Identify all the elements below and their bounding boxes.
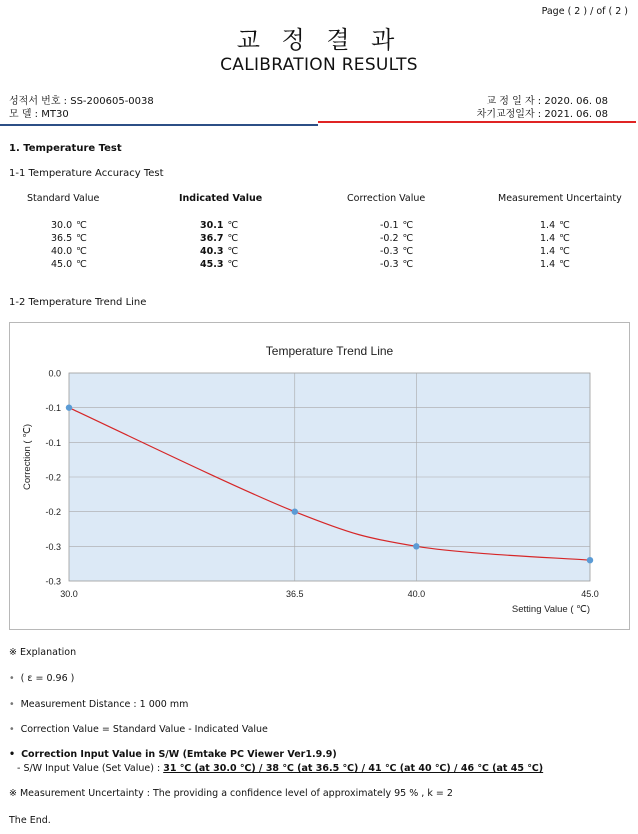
bullet: • — [9, 724, 15, 735]
cell-indicated-value: 45.3 — [200, 259, 224, 270]
cell-indicated-value: 30.1 — [200, 220, 224, 231]
cell-correction-value: -0.2 — [380, 233, 399, 244]
unit-label: ℃ — [76, 259, 87, 270]
cell-indicated — [200, 220, 238, 231]
cell-uncertainty-value: 1.4 — [540, 259, 556, 270]
cell-indicated-value: 36.7 — [200, 233, 224, 244]
cell-correction-value: -0.3 — [380, 246, 399, 257]
end-note: The End. — [9, 815, 51, 826]
cell-uncertainty-value: 1.4 — [540, 233, 556, 244]
cell-correction — [380, 246, 413, 257]
unit-label: ℃ — [76, 233, 87, 244]
cell-standard-value: 40.0 — [51, 246, 73, 257]
cell-indicated-value: 40.3 — [200, 246, 224, 257]
section-heading: 1. Temperature Test — [9, 143, 122, 154]
next-cal-date-label: 차기교정일자 : — [476, 109, 542, 120]
cell-standard-value: 30.0 — [51, 220, 73, 231]
explanation-item-correction — [9, 724, 268, 735]
header-rule-red — [318, 121, 636, 123]
y-tick-label: -0.3 — [45, 541, 61, 552]
chart-title: Temperature Trend Line — [265, 344, 394, 358]
unit-label: ℃ — [227, 220, 239, 231]
cell-uncertainty-value: 1.4 — [540, 220, 556, 231]
cell-uncertainty — [540, 259, 570, 270]
cal-date-label: 교 정 일 자 : — [486, 96, 542, 107]
header-rule-blue — [0, 124, 318, 126]
cell-indicated — [200, 233, 238, 244]
unit-label: ℃ — [76, 246, 87, 257]
th-standard: Standard Value — [27, 193, 100, 204]
unit-label: ℃ — [76, 220, 87, 231]
unit-label: ℃ — [402, 246, 414, 257]
cell-standard-value: 36.5 — [51, 233, 73, 244]
meta-right — [477, 95, 608, 121]
cert-number-label: 성적서 번호 : — [9, 96, 68, 107]
cell-standard — [51, 233, 87, 244]
unit-label: ℃ — [402, 220, 414, 231]
cal-date-value: 2020. 06. 08 — [544, 96, 608, 107]
cell-standard — [51, 220, 87, 231]
meta-left — [9, 95, 154, 121]
cell-correction — [380, 259, 413, 270]
unit-label: ℃ — [227, 246, 239, 257]
th-correction: Correction Value — [347, 193, 426, 204]
subsection-trend-heading: 1-2 Temperature Trend Line — [9, 297, 147, 308]
page-number: Page ( 2 ) / of ( 2 ) — [541, 6, 628, 17]
x-tick-label: 36.5 — [286, 589, 304, 599]
th-indicated: Indicated Value — [179, 193, 263, 204]
bullet: • — [9, 673, 15, 684]
data-point — [66, 404, 72, 410]
cell-standard — [51, 259, 87, 270]
sw-heading: Correction Input Value in S/W (Emtake PC Viewer Ver1.9.9) — [21, 749, 337, 760]
sw-input-values: 31 ℃ (at 30.0 ℃) / 38 ℃ (at 36.5 ℃) / 41 ℃ (at 40 ℃) / 46 ℃ (at 45 ℃) — [163, 763, 544, 774]
y-tick-label: 0.0 — [48, 368, 61, 379]
model-label: 모 델 : — [9, 109, 39, 120]
th-uncertainty: Measurement Uncertainty — [498, 193, 622, 204]
bullet: • — [9, 749, 16, 760]
unit-label: ℃ — [559, 220, 570, 231]
x-axis-label: Setting Value ( ℃) — [511, 604, 590, 615]
y-tick-label: -0.3 — [45, 576, 61, 587]
distance-text: Measurement Distance : 1 000 mm — [20, 699, 189, 710]
y-tick-label: -0.1 — [45, 437, 61, 448]
cell-standard — [51, 246, 87, 257]
cell-uncertainty — [540, 233, 570, 244]
trend-chart-svg — [10, 323, 629, 629]
cell-uncertainty — [540, 246, 570, 257]
title-english: CALIBRATION RESULTS — [220, 55, 418, 75]
unit-label: ℃ — [227, 259, 239, 270]
title-korean: 교 정 결 과 — [236, 26, 402, 54]
x-tick-label: 40.0 — [407, 589, 426, 599]
unit-label: ℃ — [559, 246, 570, 257]
model-value: MT30 — [41, 109, 69, 120]
cell-indicated — [200, 259, 238, 270]
y-tick-label: -0.2 — [45, 472, 61, 483]
y-tick-label: -0.1 — [45, 403, 61, 414]
y-axis-label: Correction ( ℃) — [22, 423, 33, 491]
uncertainty-note: ※ Measurement Uncertainty : The providing a confidence level of approximately 95 % , k = 2 — [9, 788, 453, 799]
unit-label: ℃ — [402, 259, 414, 270]
explanation-item-sw — [9, 749, 337, 760]
cell-uncertainty-value: 1.4 — [540, 246, 556, 257]
cert-number-value: SS-200605-0038 — [70, 96, 154, 107]
data-point — [413, 543, 419, 549]
subsection-accuracy-heading: 1-1 Temperature Accuracy Test — [9, 168, 164, 179]
sw-input-prefix: - S/W Input Value (Set Value) : — [17, 763, 161, 774]
cell-correction-value: -0.1 — [380, 220, 399, 231]
trend-chart — [9, 322, 630, 630]
x-tick-label: 45.0 — [581, 589, 599, 599]
unit-label: ℃ — [559, 259, 570, 270]
unit-label: ℃ — [227, 233, 239, 244]
data-point — [587, 557, 593, 563]
cell-correction-value: -0.3 — [380, 259, 399, 270]
cell-indicated — [200, 246, 238, 257]
correction-definition: Correction Value = Standard Value - Indicated Value — [20, 724, 268, 735]
y-tick-label: -0.2 — [45, 507, 61, 518]
data-point — [292, 508, 298, 514]
cell-correction — [380, 220, 413, 231]
next-cal-date-value: 2021. 06. 08 — [544, 109, 608, 120]
explanation-item-distance — [9, 699, 188, 710]
emissivity-text: ( ε = 0.96 ) — [20, 673, 75, 684]
sw-input-line — [17, 763, 543, 774]
unit-label: ℃ — [402, 233, 414, 244]
explanation-item-emissivity — [9, 673, 74, 684]
cell-uncertainty — [540, 220, 570, 231]
explanation-heading: ※ Explanation — [9, 647, 77, 658]
cell-standard-value: 45.0 — [51, 259, 73, 270]
unit-label: ℃ — [559, 233, 570, 244]
x-tick-label: 30.0 — [60, 589, 78, 599]
bullet: • — [9, 699, 15, 710]
cell-correction — [380, 233, 413, 244]
